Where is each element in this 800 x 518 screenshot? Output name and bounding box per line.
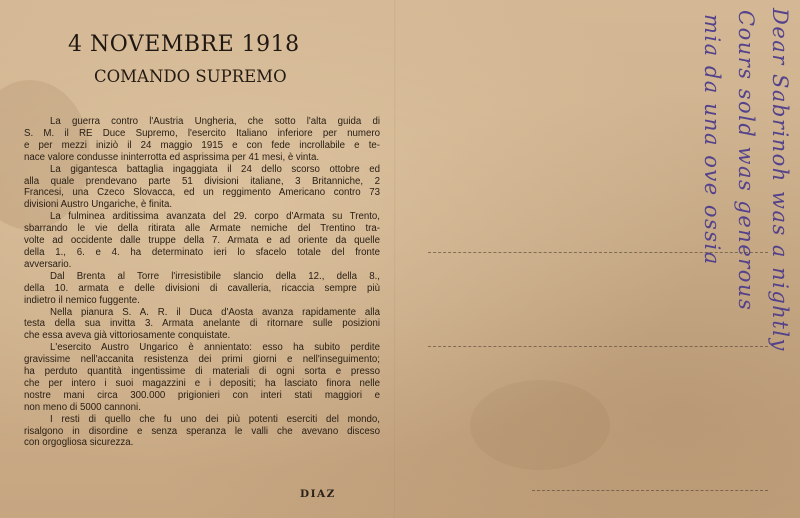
bulletin-line: Nella pianura S. A. R. il Duca d'Aosta avanza rapidamente alla xyxy=(50,306,380,318)
bulletin-issuer: COMANDO SUPREMO xyxy=(94,67,287,86)
bulletin-line: L'esercito Austro Ungarico è annientato: esso ha subito perdite xyxy=(50,342,380,354)
bulletin-line: che per intero i suoi magazzini e i depositi; ha lasciato finora nelle xyxy=(24,377,380,389)
bulletin-line: gravissime nell'accanita resistenza dei primi giorni e nell'inseguimento; xyxy=(24,354,380,366)
handwritten-line: mia da una ove ossia xyxy=(700,14,724,266)
handwritten-line: Dear Sabrinoh was a nightly xyxy=(768,8,792,352)
bulletin-line: nace valore condusse ininterrotta ed asprissima per 41 mesi, è vinta. xyxy=(24,151,320,163)
bulletin-line: della 10. armata e delle divisioni di cavalleria, ricaccia sempre più xyxy=(24,282,380,294)
bulletin-line: non meno di 5000 cannoni. xyxy=(24,401,141,413)
bulletin-line: volte ad occidente dalle truppe della 7. Armata e ad oriente da quelle xyxy=(24,235,380,247)
bulletin-line: con orgogliosa sicurezza. xyxy=(24,437,134,449)
bulletin-line: Francesi, una Czeco Slovacca, ed un reggimento Americano contro 73 xyxy=(24,187,380,199)
bulletin-line: indietro il nemico fuggente. xyxy=(24,294,140,306)
bulletin-line: sbarrando le vie della ritirata alle Armate nemiche del Trentino tra- xyxy=(24,223,380,235)
signature: DIAZ xyxy=(300,488,336,500)
bulletin-line: La fulminea arditissima avanzata del 29. corpo d'Armata su Trento, xyxy=(50,211,380,223)
bulletin-line: Dal Brenta al Torre l'irresistibile slancio della 12., della 8., xyxy=(50,270,380,282)
bulletin-line: della 1., 6. e 4. ha determinato ieri lo sfacelo totale del fronte xyxy=(24,246,380,258)
bulletin-line: alla quale prendevano parte 51 divisioni italiane, 3 Britanniche, 2 xyxy=(24,175,380,187)
bulletin-line: I resti di quello che fu uno dei più potenti eserciti del mondo, xyxy=(50,413,380,425)
bulletin-line: risalgono in disordine e senza speranza le valli che avevano disceso xyxy=(24,425,380,437)
bulletin-line: e per mezzi iniziò il 24 maggio 1915 e con fede incrollabile e te- xyxy=(24,139,380,151)
bulletin-line: testa della sua invitta 3. Armata anelante di ritornare sulle posizioni xyxy=(24,318,380,330)
bulletin-date-title: 4 NOVEMBRE 1918 xyxy=(68,32,300,57)
bulletin-line: divisioni Austro Ungariche, è finita. xyxy=(24,199,173,211)
bulletin-line: ha perduto quantità ingentissime di materiali di ogni sorta e presso xyxy=(24,366,380,378)
bulletin-line: nostre mani circa 300.000 prigionieri con interi stati maggiori e xyxy=(24,389,380,401)
handwritten-line: Cours sold was generous xyxy=(734,10,758,312)
bulletin-line: La gigantesca battaglia ingaggiata il 24 dello scorso ottobre ed xyxy=(50,163,380,175)
bulletin-line: avversario. xyxy=(24,258,72,270)
bulletin-line: La guerra contro l'Austria Ungheria, che sotto l'alta guida di xyxy=(50,116,380,127)
bulletin-line: S. M. il RE Duce Supremo, l'esercito Italiano inferiore per numero xyxy=(24,127,380,139)
bulletin-line: che essa aveva già vittoriosamente conquistate. xyxy=(24,330,231,342)
